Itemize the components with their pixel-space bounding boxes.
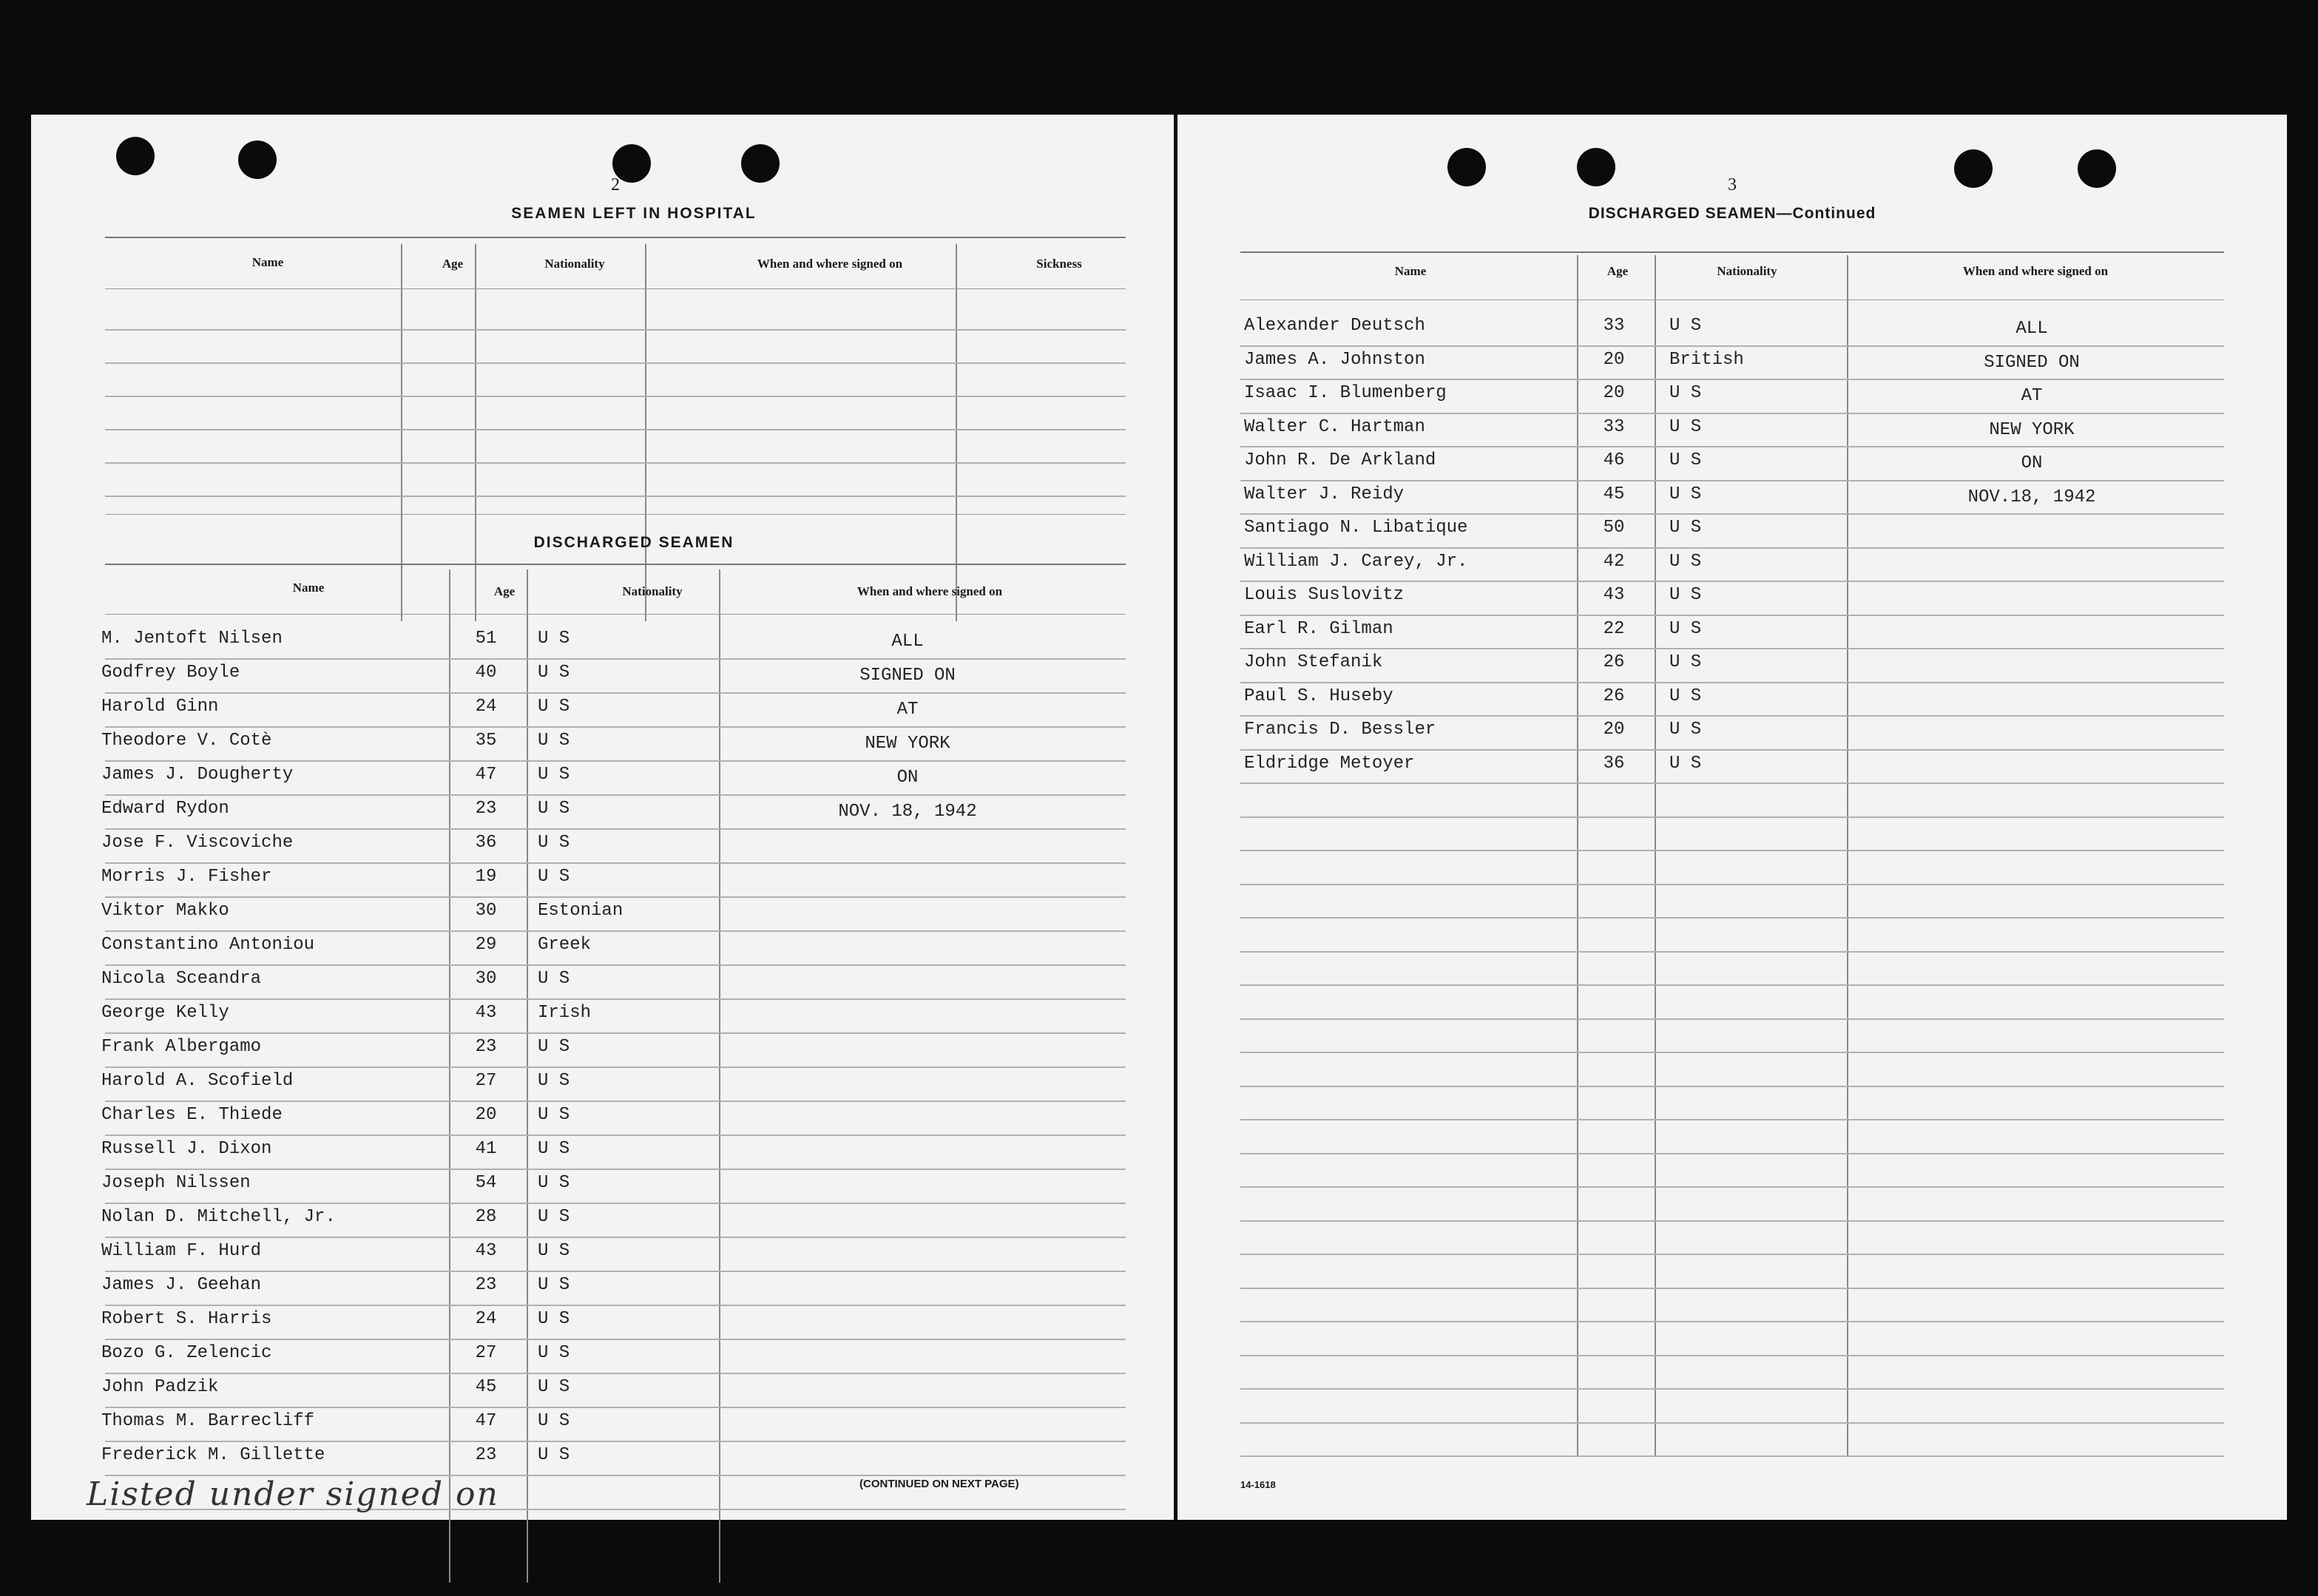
seaman-name: Nolan D. Mitchell, Jr. — [101, 1207, 336, 1227]
column-header: Name — [1394, 264, 1427, 278]
seaman-nationality: U S — [1669, 686, 1702, 706]
seaman-name: Edward Rydon — [101, 799, 229, 819]
table-row — [105, 1032, 1126, 1034]
seaman-nationality: U S — [538, 867, 570, 887]
seaman-name: M. Jentoft Nilsen — [101, 629, 283, 649]
table-row — [105, 496, 1126, 497]
table-row — [105, 1100, 1126, 1102]
table-row — [1240, 1220, 2224, 1222]
punch-hole — [1447, 148, 1486, 186]
seaman-nationality: U S — [538, 1343, 570, 1363]
seaman-nationality: U S — [538, 731, 570, 751]
hospital-section-title: SEAMEN LEFT IN HOSPITAL — [511, 205, 757, 222]
seaman-age: 41 — [475, 1139, 497, 1159]
seaman-nationality: U S — [538, 1105, 570, 1125]
table-row — [105, 828, 1126, 830]
table-row — [1240, 682, 2224, 683]
handwritten-note: Listed under signed on — [87, 1475, 499, 1513]
column-header: Nationality — [544, 257, 605, 271]
divider — [1240, 251, 2224, 253]
seaman-age: 45 — [475, 1377, 497, 1397]
seaman-nationality: U S — [538, 697, 570, 717]
divider — [105, 564, 1126, 565]
seaman-age: 46 — [1603, 450, 1625, 470]
table-row — [105, 1305, 1126, 1306]
seaman-name: Walter C. Hartman — [1244, 416, 1425, 437]
right-page — [1177, 115, 2287, 1520]
table-row — [105, 1135, 1126, 1136]
seaman-nationality: U S — [538, 1309, 570, 1329]
table-row — [105, 862, 1126, 864]
column-header: Sickness — [1036, 257, 1082, 271]
table-row — [105, 1203, 1126, 1204]
table-row — [1240, 1388, 2224, 1390]
table-row — [1240, 1186, 2224, 1188]
table-row — [1240, 1153, 2224, 1154]
seaman-nationality: U S — [1669, 316, 1702, 336]
table-row — [105, 896, 1126, 898]
page-number: 3 — [1728, 175, 1737, 195]
table-row — [1240, 816, 2224, 818]
table-row — [105, 1373, 1126, 1374]
seaman-name: Alexander Deutsch — [1244, 316, 1425, 336]
discharged-section-title: DISCHARGED SEAMEN — [533, 534, 734, 551]
table-row — [1240, 884, 2224, 885]
seaman-nationality: Irish — [538, 1003, 592, 1023]
divider — [105, 237, 1126, 238]
seaman-name: John R. De Arkland — [1244, 450, 1436, 470]
seaman-age: 33 — [1603, 416, 1625, 437]
seaman-age: 43 — [475, 1241, 497, 1261]
table-row — [105, 1271, 1126, 1272]
table-row — [1240, 1119, 2224, 1120]
seaman-nationality: U S — [1669, 652, 1702, 672]
table-row — [105, 1169, 1126, 1170]
seaman-name: Theodore V. Cotè — [101, 731, 272, 751]
seaman-name: Harold A. Scofield — [101, 1071, 294, 1091]
seaman-name: Charles E. Thiede — [101, 1105, 283, 1125]
header-rule — [105, 614, 1126, 615]
table-row — [1240, 782, 2224, 784]
seaman-nationality: U S — [1669, 618, 1702, 639]
table-row — [1240, 581, 2224, 582]
seaman-name: Constantino Antoniou — [101, 935, 315, 955]
section-title: DISCHARGED SEAMEN—Continued — [1588, 205, 1876, 222]
seaman-age: 24 — [475, 697, 497, 717]
seaman-age: 40 — [475, 663, 497, 683]
table-row — [1240, 480, 2224, 481]
column-divider — [1577, 255, 1578, 1457]
seaman-nationality: U S — [538, 1275, 570, 1295]
table-row — [1240, 1355, 2224, 1356]
seaman-age: 23 — [475, 1445, 497, 1465]
seaman-age: 29 — [475, 935, 497, 955]
seaman-name: James J. Dougherty — [101, 765, 294, 785]
table-row — [1240, 850, 2224, 851]
table-row — [105, 1441, 1126, 1442]
seaman-age: 42 — [1603, 551, 1625, 572]
punch-hole — [1954, 149, 1993, 188]
seaman-age: 51 — [475, 629, 497, 649]
column-header: Age — [493, 584, 516, 598]
seaman-nationality: U S — [538, 1071, 570, 1091]
form-number: 14-1618 — [1240, 1479, 1276, 1490]
seaman-age: 47 — [475, 1411, 497, 1431]
seaman-age: 23 — [475, 799, 497, 819]
column-divider — [1655, 255, 1656, 1457]
punch-hole — [1577, 148, 1615, 186]
signed-on-text: ON — [896, 768, 919, 788]
seaman-name: George Kelly — [101, 1003, 229, 1023]
seaman-nationality: U S — [538, 1037, 570, 1057]
seaman-name: Frederick M. Gillette — [101, 1445, 325, 1465]
seaman-age: 50 — [1603, 518, 1625, 538]
left-page — [31, 115, 1174, 1520]
table-row — [105, 1237, 1126, 1238]
seaman-nationality: U S — [538, 629, 570, 649]
column-header: Nationality — [1717, 264, 1777, 278]
seaman-age: 33 — [1603, 316, 1625, 336]
seaman-nationality: U S — [538, 833, 570, 853]
table-row — [1240, 413, 2224, 414]
seaman-nationality: U S — [1669, 753, 1702, 774]
seaman-name: Viktor Makko — [101, 901, 229, 921]
column-header: When and where signed on — [1962, 264, 2109, 278]
table-bottom-rule — [105, 514, 1126, 515]
table-row — [1240, 715, 2224, 717]
table-row — [105, 964, 1126, 966]
seaman-nationality: U S — [538, 765, 570, 785]
continued-note: (CONTINUED ON NEXT PAGE) — [859, 1478, 1019, 1490]
seaman-name: Bozo G. Zelencic — [101, 1343, 272, 1363]
seaman-name: Robert S. Harris — [101, 1309, 272, 1329]
seaman-age: 30 — [475, 901, 497, 921]
seaman-age: 22 — [1603, 618, 1625, 639]
seaman-name: Morris J. Fisher — [101, 867, 272, 887]
table-row — [1240, 1254, 2224, 1255]
table-row — [105, 1407, 1126, 1408]
seaman-nationality: British — [1669, 349, 1744, 370]
signed-on-text: NOV.18, 1942 — [1967, 487, 2096, 507]
signed-on-text: SIGNED ON — [859, 666, 956, 686]
table-row — [1240, 1455, 2224, 1457]
seaman-nationality: U S — [538, 1411, 570, 1431]
seaman-name: John Stefanik — [1244, 652, 1383, 672]
seaman-name: Thomas M. Barrecliff — [101, 1411, 315, 1431]
table-row — [1240, 1086, 2224, 1087]
signed-on-text: ON — [2021, 453, 2043, 473]
table-row — [1240, 1052, 2224, 1053]
table-row — [1240, 984, 2224, 986]
table-row — [1240, 547, 2224, 549]
table-row — [1240, 615, 2224, 616]
seaman-nationality: U S — [1669, 383, 1702, 403]
seaman-name: Russell J. Dixon — [101, 1139, 272, 1159]
table-row — [105, 760, 1126, 762]
table-row — [1240, 446, 2224, 447]
table-row — [105, 429, 1126, 430]
seaman-name: James A. Johnston — [1244, 349, 1425, 370]
seaman-name: Santiago N. Libatique — [1244, 518, 1468, 538]
seaman-age: 54 — [475, 1173, 497, 1193]
seaman-nationality: U S — [1669, 720, 1702, 740]
column-header: When and where signed on — [856, 584, 1003, 598]
seaman-age: 30 — [475, 969, 497, 989]
seaman-nationality: U S — [538, 1207, 570, 1227]
signed-on-text: AT — [896, 700, 919, 720]
seaman-nationality: U S — [538, 799, 570, 819]
table-row — [105, 930, 1126, 932]
seaman-name: Frank Albergamo — [101, 1037, 262, 1057]
seaman-nationality: U S — [538, 1445, 570, 1465]
seaman-nationality: U S — [538, 969, 570, 989]
signed-on-text: ALL — [2015, 319, 2048, 339]
seaman-name: Paul S. Huseby — [1244, 686, 1393, 706]
seaman-name: Louis Suslovitz — [1244, 585, 1405, 605]
table-row — [1240, 917, 2224, 919]
seaman-age: 23 — [475, 1037, 497, 1057]
seaman-age: 20 — [475, 1105, 497, 1125]
punch-hole — [238, 141, 277, 179]
table-row — [105, 794, 1126, 796]
table-row — [1240, 749, 2224, 751]
seaman-nationality: U S — [538, 1241, 570, 1261]
seaman-nationality: Estonian — [538, 901, 624, 921]
seaman-age: 27 — [475, 1071, 497, 1091]
seaman-age: 20 — [1603, 349, 1625, 370]
seaman-name: Joseph Nilssen — [101, 1173, 251, 1193]
table-row — [105, 329, 1126, 331]
seaman-name: Godfrey Boyle — [101, 663, 240, 683]
seaman-name: Eldridge Metoyer — [1244, 753, 1415, 774]
seaman-name: Earl R. Gilman — [1244, 618, 1393, 639]
seaman-age: 28 — [475, 1207, 497, 1227]
seaman-age: 36 — [1603, 753, 1625, 774]
table-row — [105, 998, 1126, 1000]
seaman-name: Nicola Sceandra — [101, 969, 262, 989]
seaman-nationality: U S — [538, 1173, 570, 1193]
seaman-name: Walter J. Reidy — [1244, 484, 1405, 504]
table-row — [1240, 1321, 2224, 1322]
table-row — [105, 362, 1126, 364]
seaman-age: 35 — [475, 731, 497, 751]
seaman-nationality: Greek — [538, 935, 592, 955]
table-row — [1240, 951, 2224, 953]
seaman-nationality: U S — [538, 663, 570, 683]
column-divider — [719, 569, 720, 1583]
seaman-nationality: U S — [1669, 450, 1702, 470]
signed-on-text: NEW YORK — [865, 734, 950, 754]
seaman-age: 26 — [1603, 652, 1625, 672]
table-row — [105, 726, 1126, 728]
seaman-age: 20 — [1603, 720, 1625, 740]
column-divider — [449, 569, 450, 1583]
signed-on-text: AT — [2021, 386, 2043, 406]
seaman-age: 20 — [1603, 383, 1625, 403]
seaman-nationality: U S — [538, 1139, 570, 1159]
page-number: 2 — [611, 175, 620, 195]
punch-hole — [116, 137, 155, 175]
seaman-name: Francis D. Bessler — [1244, 720, 1436, 740]
seaman-name: James J. Geehan — [101, 1275, 262, 1295]
signed-on-text: ALL — [891, 632, 924, 652]
punch-hole — [2078, 149, 2116, 188]
seaman-name: William F. Hurd — [101, 1241, 262, 1261]
table-row — [1240, 513, 2224, 515]
seaman-nationality: U S — [1669, 551, 1702, 572]
table-row — [1240, 1018, 2224, 1020]
seaman-nationality: U S — [1669, 518, 1702, 538]
seaman-age: 43 — [475, 1003, 497, 1023]
signed-on-text: NOV. 18, 1942 — [838, 802, 977, 822]
seaman-name: Jose F. Viscoviche — [101, 833, 294, 853]
signed-on-text: NEW YORK — [1989, 419, 2075, 440]
seaman-nationality: U S — [1669, 585, 1702, 605]
seaman-nationality: U S — [1669, 416, 1702, 437]
table-row — [1240, 648, 2224, 649]
table-row — [1240, 379, 2224, 380]
seaman-age: 26 — [1603, 686, 1625, 706]
header-rule — [105, 288, 1126, 289]
table-row — [1240, 345, 2224, 347]
seaman-age: 43 — [1603, 585, 1625, 605]
seaman-name: John Padzik — [101, 1377, 219, 1397]
seaman-age: 27 — [475, 1343, 497, 1363]
table-row — [105, 396, 1126, 397]
seaman-age: 36 — [475, 833, 497, 853]
table-row — [105, 692, 1126, 694]
table-row — [1240, 1422, 2224, 1424]
table-row — [105, 462, 1126, 464]
seaman-age: 19 — [475, 867, 497, 887]
column-header: Age — [442, 257, 464, 271]
seaman-name: William J. Carey, Jr. — [1244, 551, 1468, 572]
signed-on-text: SIGNED ON — [1984, 352, 2080, 373]
column-header: Nationality — [622, 584, 683, 598]
column-header: Name — [292, 581, 325, 595]
table-row — [1240, 1288, 2224, 1289]
column-header: Name — [251, 255, 284, 269]
column-header: Age — [1606, 264, 1629, 278]
seaman-age: 23 — [475, 1275, 497, 1295]
seaman-name: Isaac I. Blumenberg — [1244, 383, 1447, 403]
seaman-nationality: U S — [1669, 484, 1702, 504]
seaman-age: 47 — [475, 765, 497, 785]
punch-hole — [741, 144, 780, 183]
column-divider — [527, 569, 528, 1583]
table-row — [105, 1339, 1126, 1340]
seaman-nationality: U S — [538, 1377, 570, 1397]
seaman-name: Harold Ginn — [101, 697, 219, 717]
table-row — [105, 1066, 1126, 1068]
column-header: When and where signed on — [757, 257, 903, 271]
seaman-age: 24 — [475, 1309, 497, 1329]
seaman-age: 45 — [1603, 484, 1625, 504]
table-row — [105, 658, 1126, 660]
